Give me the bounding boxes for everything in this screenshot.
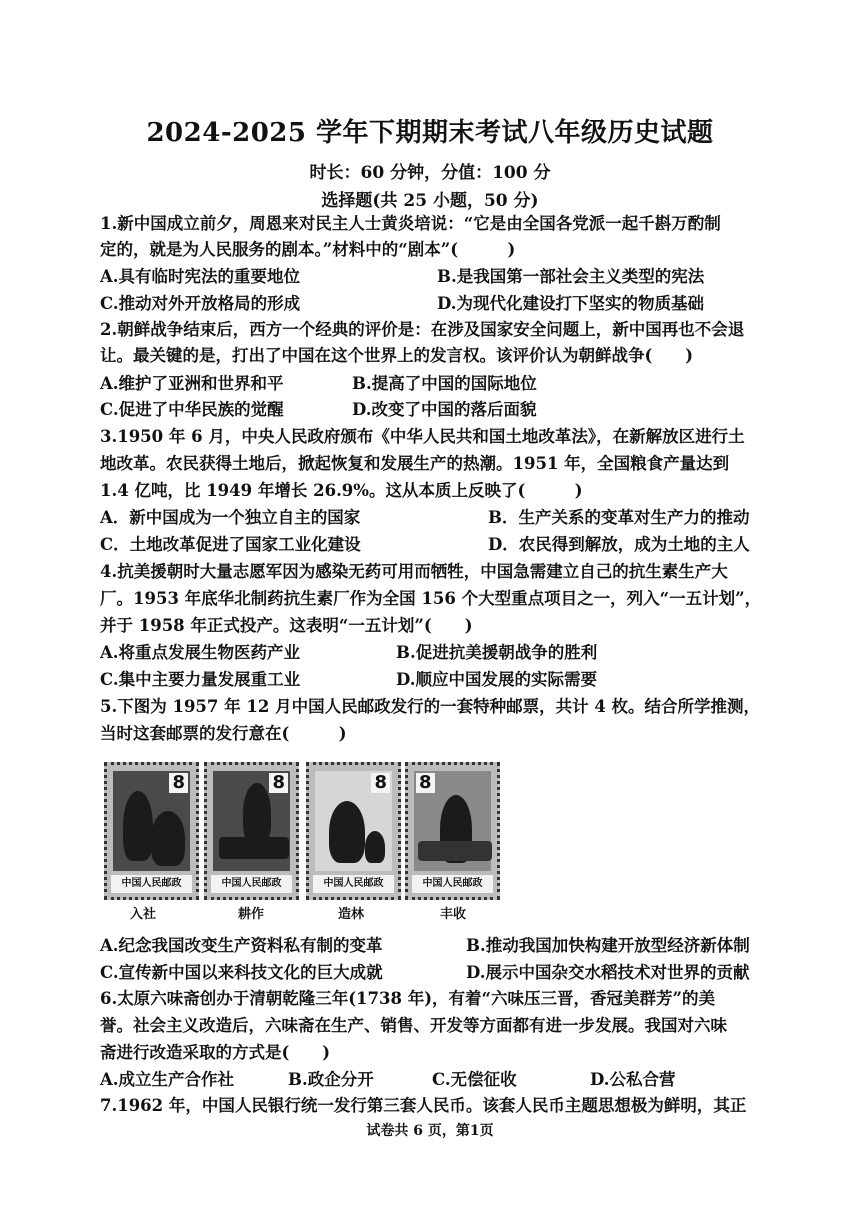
section-heading: 选择题(共 25 小题，50 分) [321, 191, 539, 211]
question-4-line-2: 厂。1953 年底华北制药抗生素厂作为全国 156 个大型重点项目之一，列入“一五计划”， [100, 589, 762, 608]
question-2-line-1: 2.朝鲜战争结束后，西方一个经典的评价是：在涉及国家安全问题上，新中国再也不会退 [100, 320, 745, 339]
question-6-option-d: D.公私合营 [590, 1070, 676, 1089]
question-6-option-c: C.无偿征收 [432, 1070, 517, 1089]
page-footer: 试卷共 6 页，第1页 [366, 1123, 494, 1139]
question-4-line-3: 并于 1958 年正式投产。这表明“一五计划”( ) [100, 616, 473, 635]
question-1-line-2: 定的，就是为人民服务的剧本。”材料中的“剧本”( ) [100, 240, 516, 259]
stamp-4-denomination: 8 [416, 773, 435, 793]
stamp-2-denomination: 8 [269, 773, 288, 793]
stamp-4 [405, 762, 500, 900]
question-6-line-1: 6.太原六味斋创办于清朝乾隆三年(1738 年)，有着“六味压三晋，香冠美群芳”的美 [100, 989, 715, 1008]
question-3-option-d: D．农民得到解放，成为土地的主人 [488, 535, 750, 554]
stamp-3-label: 造林 [338, 907, 365, 922]
question-1-line-1: 1.新中国成立前夕，周恩来对民主人士黄炎培说：“它是由全国各党派一起千斟万酌制 [100, 214, 721, 233]
question-4-line-1: 4.抗美援朝时大量志愿军因为感染无药可用而牺牲，中国急需建立自己的抗生素生产大 [100, 562, 728, 581]
question-5-option-c: C.宣传新中国以来科技文化的巨大成就 [100, 963, 383, 982]
exam-meta: 时长：60 分钟，分值：100 分 [309, 163, 551, 183]
question-1-option-c: C.推动对外开放格局的形成 [100, 294, 301, 313]
stamp-4-label: 丰收 [440, 907, 467, 922]
question-5-line-2: 当时这套邮票的发行意在( ) [100, 724, 347, 743]
question-6-option-a: A.成立生产合作社 [100, 1070, 235, 1089]
question-1-option-d: D.为现代化建设打下坚实的物质基础 [437, 294, 704, 313]
question-3-line-3: 1.4 亿吨，比 1949 年增长 26.9%。这从本质上反映了( ) [100, 481, 583, 500]
question-5-option-a: A.纪念我国改变生产资料私有制的变革 [100, 936, 383, 955]
stamp-3 [306, 762, 401, 900]
question-3-line-1: 3.1950 年 6 月，中央人民政府颁布《中华人民共和国土地改革法》，在新解放区进行土 [100, 427, 745, 446]
stamp-1-label: 入社 [130, 907, 157, 922]
question-3-option-a: A．新中国成为一个独立自主的国家 [100, 508, 361, 527]
question-3-option-b: B．生产关系的变革对生产力的推动 [488, 508, 750, 527]
question-4-option-a: A.将重点发展生物医药产业 [100, 643, 301, 662]
question-3-option-c: C．土地改革促进了国家工业化建设 [100, 535, 361, 554]
question-6-line-3: 斋进行改造采取的方式是( ) [100, 1043, 331, 1062]
question-5-option-d: D.展示中国杂交水稻技术对世界的贡献 [466, 963, 750, 982]
stamp-3-caption: 中国人民邮政 [313, 875, 394, 893]
question-1-option-a: A.具有临时宪法的重要地位 [100, 267, 301, 286]
stamp-set-figure [100, 758, 510, 922]
question-4-option-d: D.顺应中国发展的实际需要 [396, 670, 597, 689]
stamp-3-denomination: 8 [371, 773, 390, 793]
question-5-option-b: B.推动我国加快构建开放型经济新体制 [466, 936, 750, 955]
exam-title: 2024-2025 学年下期期末考试八年级历史试题 [146, 118, 714, 148]
question-5-line-1: 5.下图为 1957 年 12 月中国人民邮政发行的一套特种邮票，共计 4 枚。结合所学推测， [100, 697, 761, 716]
question-2-option-d: D.改变了中国的落后面貌 [352, 400, 537, 419]
question-3-line-2: 地改革。农民获得土地后，掀起恢复和发展生产的热潮。1951 年，全国粮食产量达到 [100, 454, 730, 473]
question-7-line-1: 7.1962 年，中国人民银行统一发行第三套人民币。该套人民币主题思想极为鲜明，其正 [100, 1096, 747, 1115]
stamp-2-caption: 中国人民邮政 [211, 875, 292, 893]
question-2-option-b: B.提高了中国的国际地位 [352, 374, 537, 393]
question-1-option-b: B.是我国第一部社会主义类型的宪法 [437, 267, 705, 286]
stamp-1-caption: 中国人民邮政 [111, 875, 192, 893]
stamp-2 [204, 762, 299, 900]
question-2-option-a: A.维护了亚洲和世界和平 [100, 374, 284, 393]
stamp-1 [104, 762, 199, 900]
question-2-line-2: 让。最关键的是，打出了中国在这个世界上的发言权。该评价认为朝鲜战争( ) [100, 346, 694, 365]
stamp-2-label: 耕作 [238, 907, 265, 922]
stamp-4-caption: 中国人民邮政 [412, 875, 493, 893]
question-6-option-b: B.政企分开 [288, 1070, 374, 1089]
question-2-option-c: C.促进了中华民族的觉醒 [100, 400, 284, 419]
question-6-line-2: 誉。社会主义改造后，六味斋在生产、销售、开发等方面都有进一步发展。我国对六味 [100, 1016, 727, 1035]
stamp-1-denomination: 8 [169, 773, 188, 793]
question-4-option-b: B.促进抗美援朝战争的胜利 [396, 643, 598, 662]
question-4-option-c: C.集中主要力量发展重工业 [100, 670, 301, 689]
